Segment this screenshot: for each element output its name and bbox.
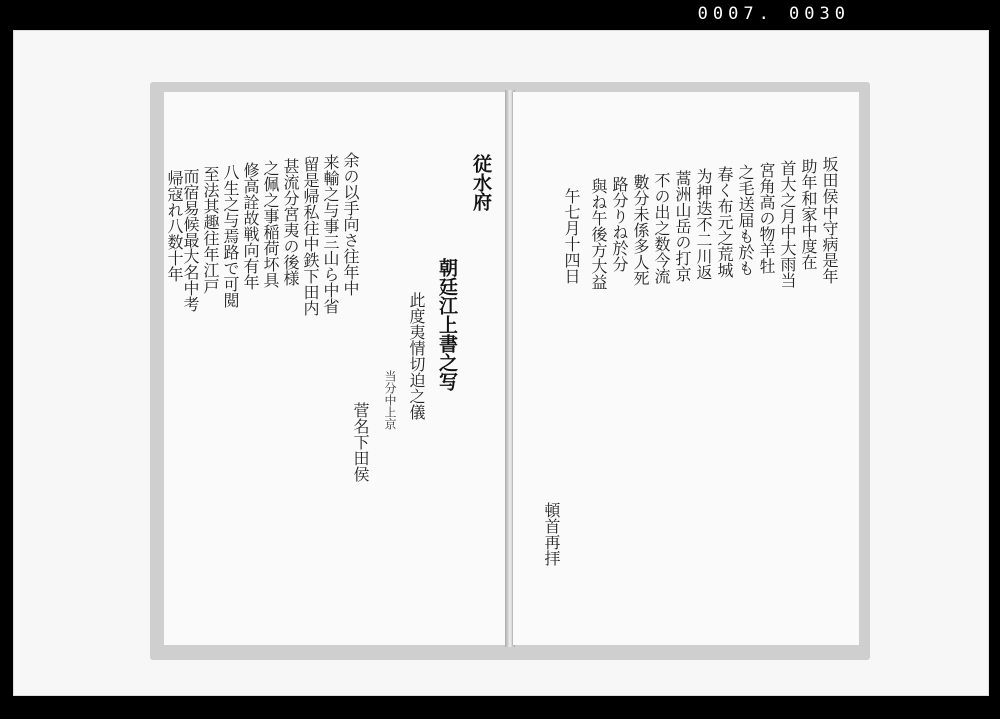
text-column: 之毛送届も於も	[736, 164, 755, 276]
text-column: 至法其趣往年江戸	[201, 166, 220, 294]
text-column: 春く布元之荒城	[715, 166, 734, 278]
text-column: 首大之月中大雨当	[778, 160, 797, 288]
text-column: 余の以手向さ往年中	[341, 152, 360, 296]
text-column: 八生之与焉路で可閲	[221, 164, 240, 308]
text-column: 为押迭不二川返	[694, 168, 713, 280]
right-page	[512, 92, 859, 645]
text-column: 不の出之数今流	[652, 172, 671, 284]
text-column: 助年和家中度在	[799, 158, 818, 270]
left-page	[164, 92, 509, 645]
signer: 菅名下田侯	[351, 402, 370, 482]
text-column: 坂田侯中守病是年	[820, 156, 839, 284]
text-column: 修高詮故戦向有年	[241, 162, 260, 290]
note: 当分中上京	[383, 370, 397, 430]
text-column: 蒿洲山岳の打京	[673, 170, 692, 282]
text-column: 而宿易候最大名中考	[181, 168, 200, 312]
subtitle: 此度夷情切迫之儀	[407, 292, 426, 420]
text-column: 宮角高の物羊牡	[757, 162, 776, 274]
text-column: 數分未係多人死	[631, 174, 650, 286]
text-column: 路分りね於分	[610, 176, 629, 272]
text-column: 来輸之与事三山ら中省	[321, 154, 340, 314]
text-column: 留是帰私往中鉄下田内	[301, 156, 320, 316]
text-column: 甚流分宮夷の後様	[281, 158, 300, 286]
document-title: 朝廷江上書之写	[436, 258, 458, 391]
microfilm-frame-id: 0007. 0030	[697, 4, 850, 24]
heading: 従水府	[470, 154, 492, 211]
letter-date: 午七月十四日	[562, 188, 581, 284]
closing-salutation: 頓首再拝	[542, 502, 561, 566]
text-column: 與ね午後方大益	[589, 178, 608, 290]
text-column: 帰寇れ八数十年	[165, 170, 184, 282]
text-column: 之佩之事稲荷坏具	[261, 160, 280, 288]
